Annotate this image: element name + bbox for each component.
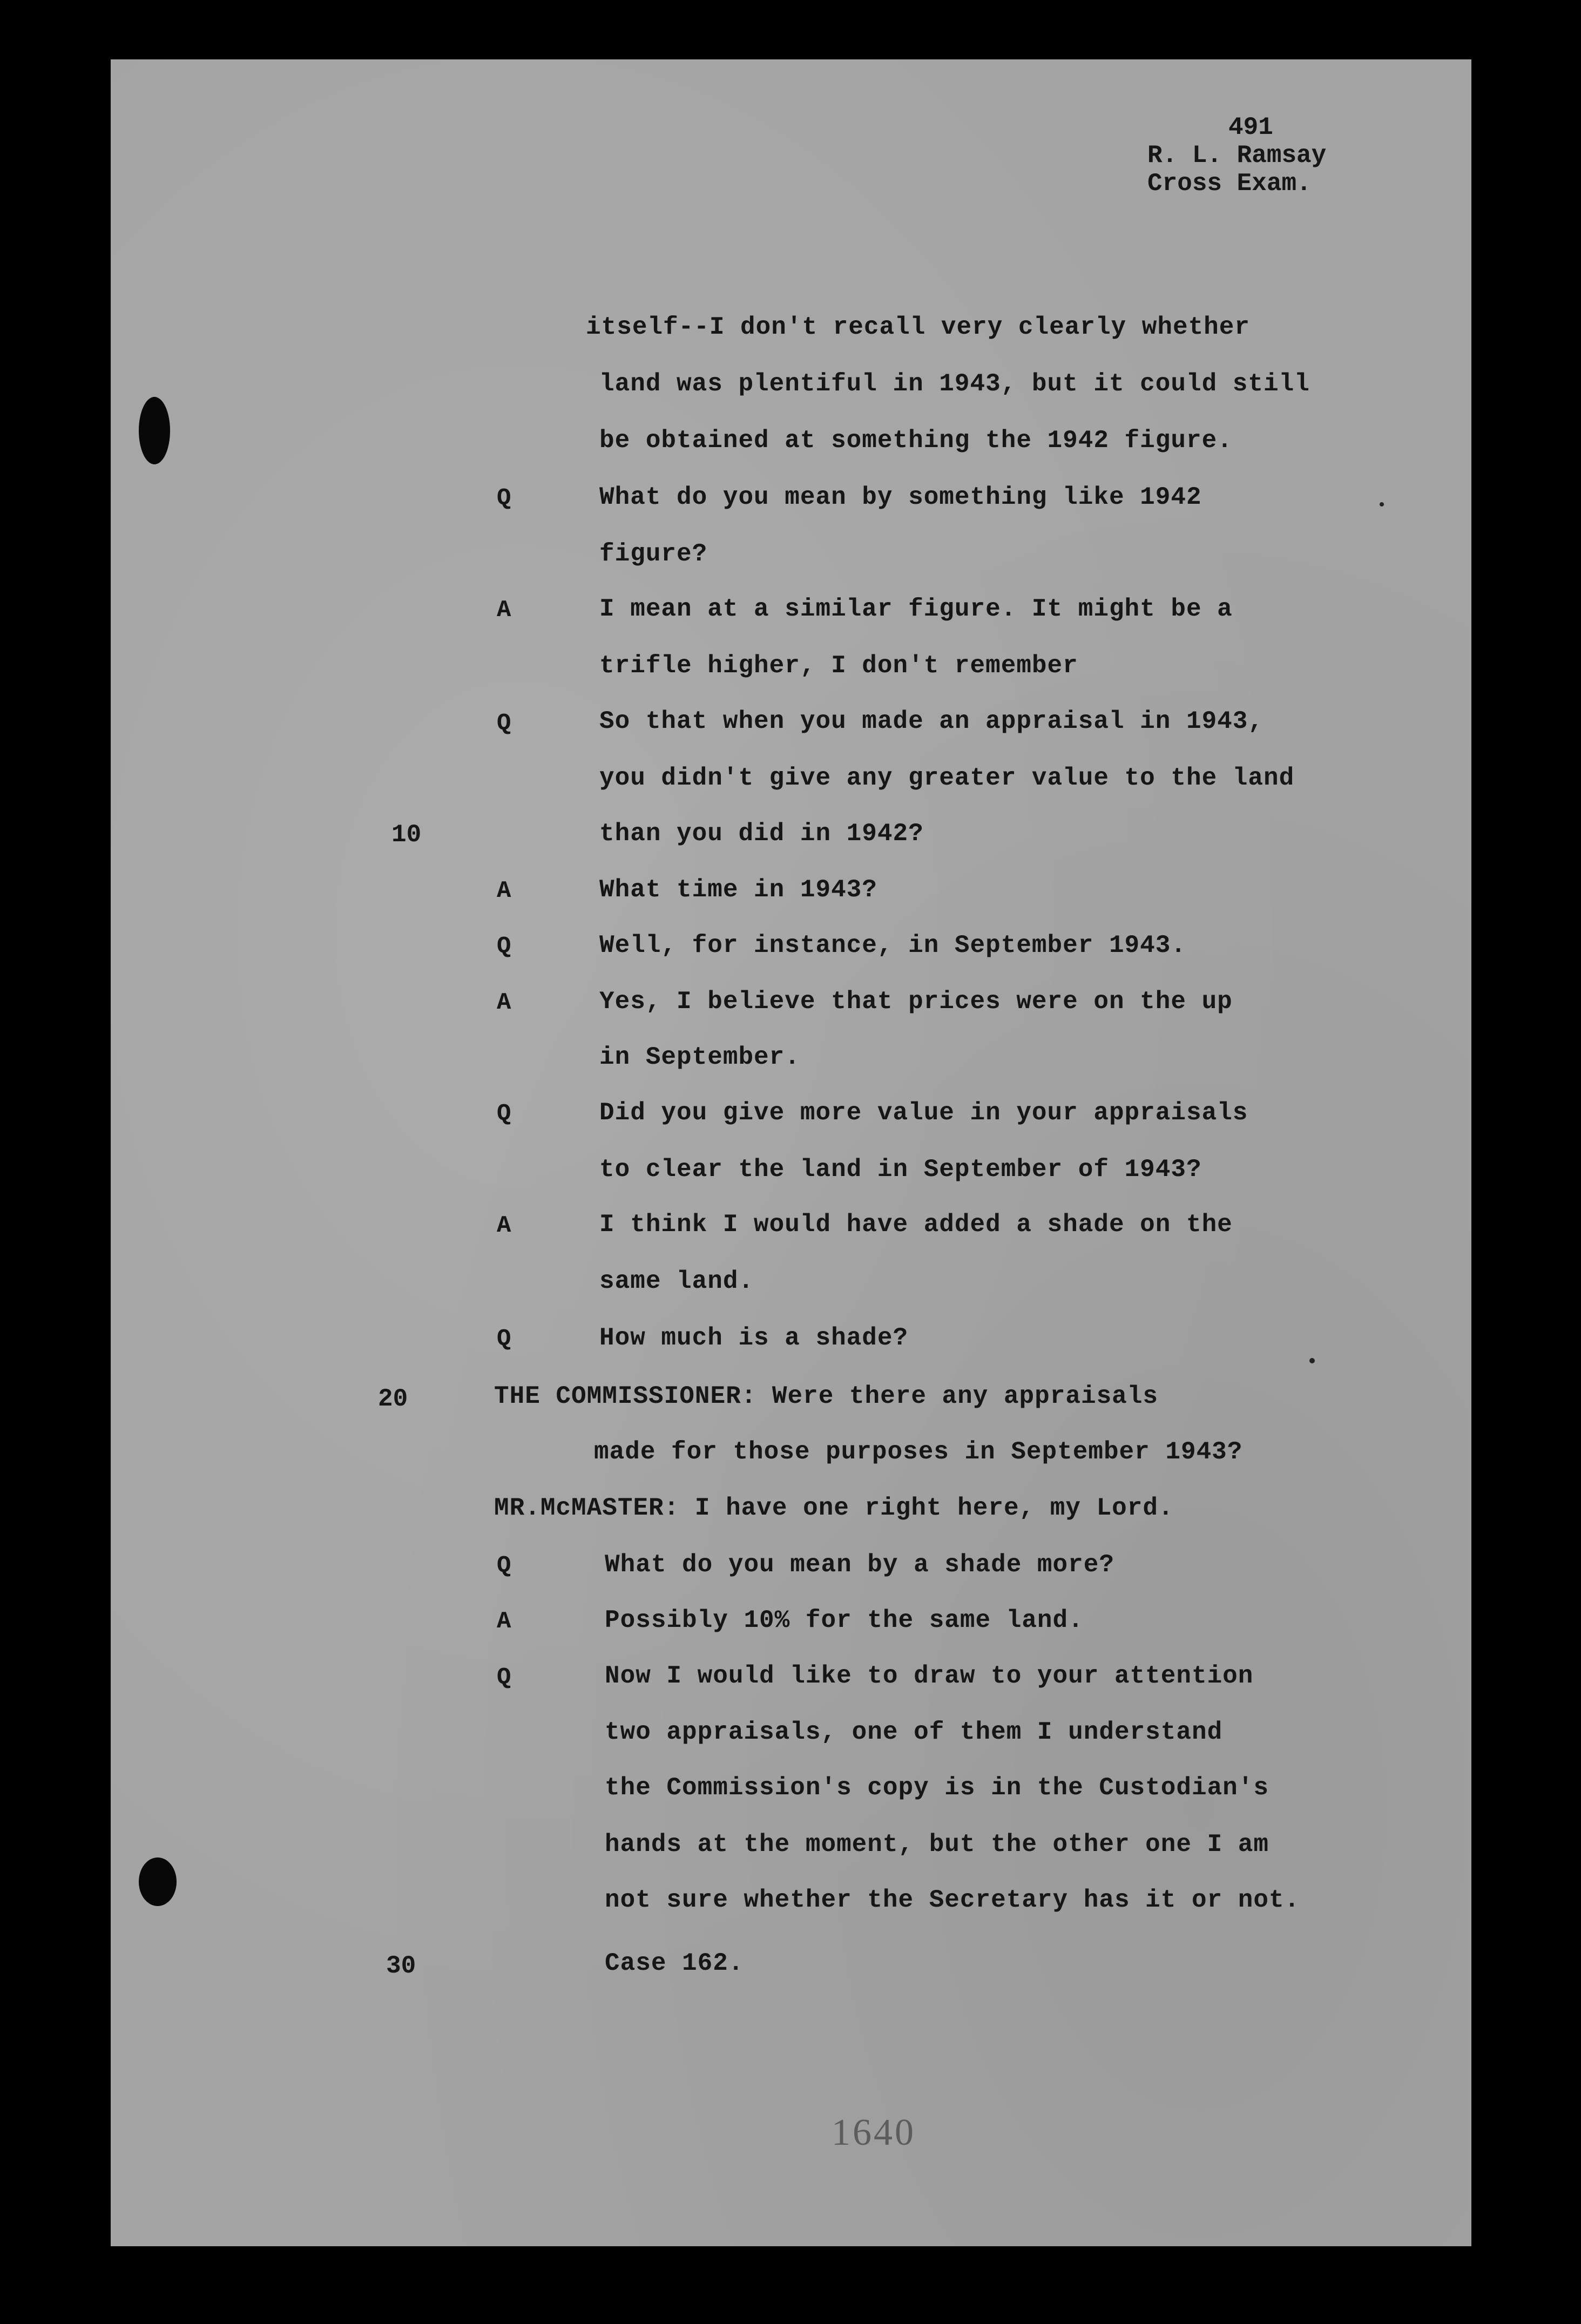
transcript-line: MR.McMASTER: I have one right here, my Lord. — [494, 1494, 1174, 1522]
transcript-line: I think I would have added a shade on the — [599, 1211, 1233, 1239]
ink-speck — [1309, 1358, 1315, 1363]
transcript-line: two appraisals, one of them I understand — [605, 1718, 1223, 1746]
transcript-line: What do you mean by a shade more? — [605, 1551, 1114, 1579]
document-page — [111, 59, 1471, 2246]
punch-hole-top — [139, 397, 170, 464]
transcript-line: Case 162. — [605, 1949, 744, 1977]
speaker-label: A — [497, 1212, 511, 1239]
transcript-line: be obtained at something the 1942 figure. — [599, 427, 1233, 455]
transcript-line: you didn't give any greater value to the land — [599, 764, 1295, 792]
speaker-label: Q — [497, 1664, 511, 1691]
transcript-line: same land. — [599, 1267, 754, 1295]
transcript-line: made for those purposes in September 1943? — [594, 1438, 1243, 1466]
transcript-line: What time in 1943? — [599, 876, 877, 904]
transcript-line: hands at the moment, but the other one I am — [605, 1830, 1269, 1859]
transcript-line: the Commission's copy is in the Custodian's — [605, 1774, 1269, 1802]
stamp-number: 1640 — [832, 2112, 916, 2153]
transcript-line: figure? — [599, 540, 708, 568]
transcript-line: How much is a shade? — [599, 1324, 909, 1352]
speaker-label: A — [497, 1608, 511, 1635]
witness-name: R. L. Ramsay — [1147, 141, 1327, 170]
speaker-label: Q — [497, 1100, 511, 1127]
margin-line-number-10: 10 — [391, 821, 422, 849]
transcript-line: trifle higher, I don't remember — [599, 652, 1078, 680]
transcript-line: in September. — [599, 1043, 800, 1071]
transcript-line: Yes, I believe that prices were on the up — [599, 988, 1233, 1016]
margin-line-number-30: 30 — [386, 1952, 416, 1980]
transcript-line: to clear the land in September of 1943? — [599, 1156, 1202, 1184]
transcript-line: not sure whether the Secretary has it or not. — [605, 1886, 1300, 1914]
speaker-label: Q — [497, 710, 511, 737]
punch-hole-bottom — [139, 1857, 177, 1906]
speaker-label: A — [497, 597, 511, 624]
transcript-line: Well, for instance, in September 1943. — [599, 931, 1186, 960]
transcript-line: itself--I don't recall very clearly whether — [586, 313, 1250, 341]
margin-line-number-20: 20 — [378, 1385, 408, 1413]
transcript-line: THE COMMISSIONER: Were there any appraisals — [494, 1382, 1158, 1410]
page-number: 491 — [1228, 113, 1273, 141]
speaker-label: Q — [497, 485, 511, 512]
transcript-line: Now I would like to draw to your attention — [605, 1662, 1254, 1690]
speaker-label: Q — [497, 1552, 511, 1579]
speaker-label: A — [497, 989, 511, 1016]
speaker-label: A — [497, 877, 511, 904]
speaker-label: Q — [497, 1326, 511, 1353]
transcript-line: I mean at a similar figure. It might be a — [599, 595, 1233, 623]
transcript-line: What do you mean by something like 1942 — [599, 483, 1202, 511]
transcript-line: Did you give more value in your appraisals — [599, 1099, 1248, 1127]
transcript-line: So that when you made an appraisal in 1943, — [599, 707, 1264, 735]
page-header — [1147, 113, 1326, 198]
transcript-line: Possibly 10% for the same land. — [605, 1606, 1084, 1634]
transcript-line: than you did in 1942? — [599, 820, 924, 848]
speaker-label: Q — [497, 933, 511, 960]
exam-type: Cross Exam. — [1147, 170, 1312, 198]
transcript-line: land was plentiful in 1943, but it could still — [599, 370, 1310, 398]
ink-speck — [1380, 502, 1384, 506]
